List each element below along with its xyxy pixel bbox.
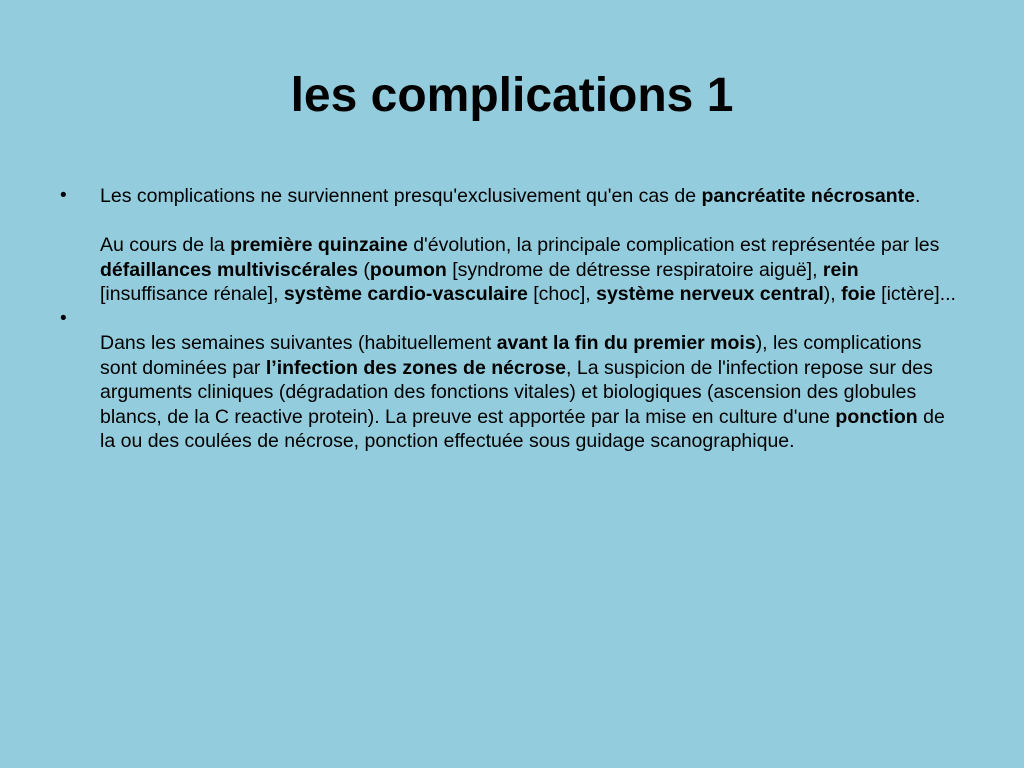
bullet-item-1 [60,184,960,307]
bullet-item-2 [60,307,960,454]
bold-text: poumon [369,258,447,281]
bold-text: système nerveux central [596,283,824,305]
text-run: de la ou des coulées de nécrose, ponction effectuée sous guidage scanographique. [100,405,945,452]
text-run: d'évolution, la principale complication est représentée par les [407,234,940,256]
bullet-marker: • [60,307,67,329]
slide-content [60,184,960,454]
bullet-text-2 [100,307,960,454]
bold-text: pancréatite nécrosante [701,185,915,207]
bullet-marker: • [60,185,67,206]
paragraph-semaines-suivantes [100,331,960,454]
text-run: [insuffisance rénale], [100,283,284,305]
paragraph-gap [100,307,960,332]
paragraph-pancreatite [100,184,960,209]
text-run: [choc], [527,283,597,305]
bold-text: défaillances multiviscérales [100,258,358,281]
slide-title: les complications 1 [290,69,734,122]
bold-text: rein [822,258,859,281]
paragraph-premiere-quinzaine [100,233,960,307]
bold-text: ponction [835,405,918,428]
bold-text: foie [841,283,876,305]
paragraph-gap [100,209,960,234]
text-run: [syndrome de détresse respiratoire aiguë], [446,258,823,281]
bold-text: système cardio-vasculaire [283,283,528,305]
bullet-text-1 [100,184,960,307]
text-run: . [914,185,921,207]
text-run: ), les complications sont dominées par [100,332,922,379]
text-run: , La suspicion de l'infection repose sur des arguments cliniques (dégradation des fonctions vitales) et biologiques (ascension des globules blancs, de la C reactive protein). La preuve est apportée par la mise en culture d'une [100,356,933,428]
bold-text: première quinzaine [230,234,408,256]
bold-text: l’infection des zones de nécrose [265,356,567,379]
text-run: ), [823,283,842,305]
text-run: [ictère]... [875,283,956,305]
text-run: Au cours de la [100,234,231,256]
text-run: ( [357,258,370,281]
text-run: Les complications ne surviennent presqu'exclusivement qu'en cas de [100,185,702,207]
text-run: Dans les semaines suivantes (habituellement [100,332,497,354]
bold-text: avant la fin du premier mois [496,332,756,354]
